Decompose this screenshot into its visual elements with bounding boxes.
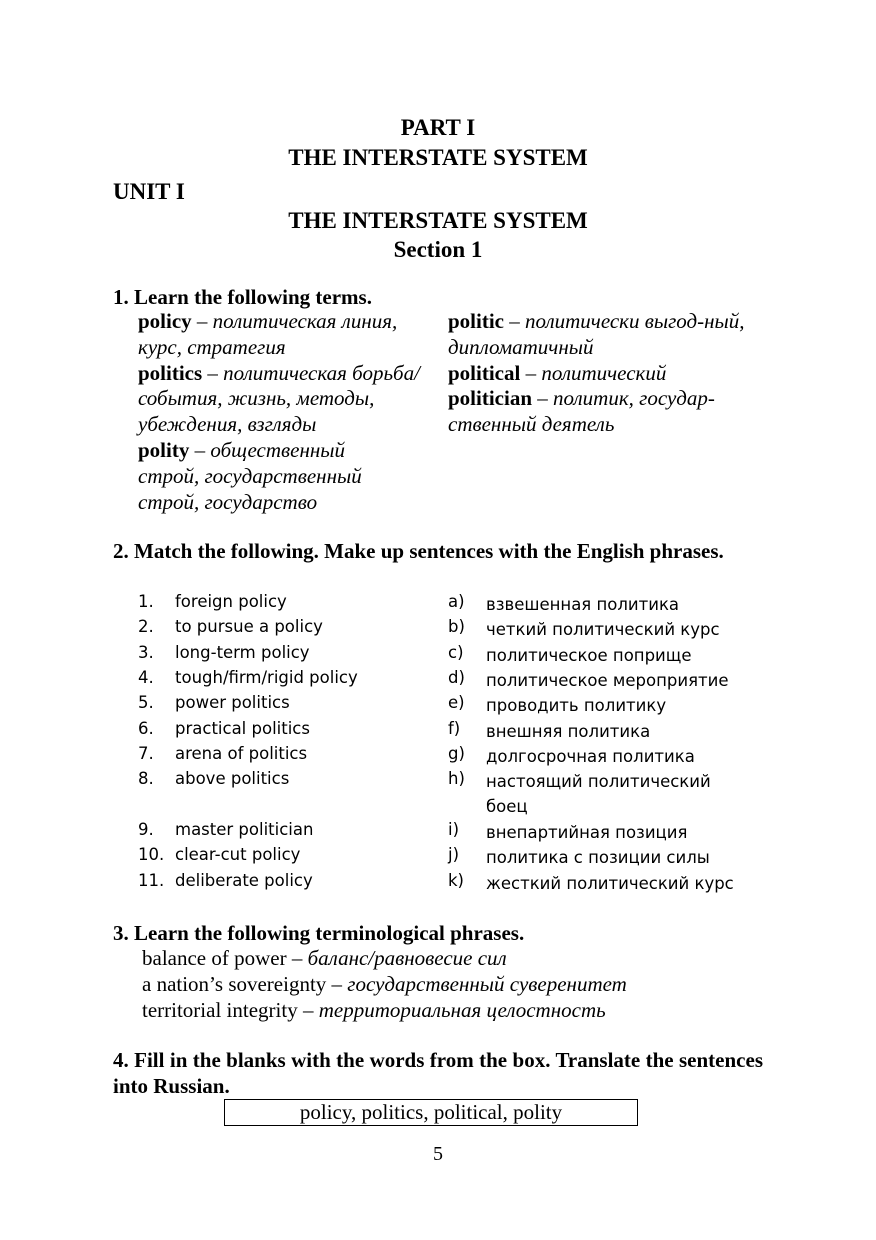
match-english: deliberate policy <box>175 871 313 890</box>
match-russian: четкий политический курс <box>486 620 720 639</box>
match-letter: e) <box>448 693 465 712</box>
term-entry <box>138 438 393 515</box>
match-number: 4. <box>138 668 154 687</box>
match-number: 8. <box>138 769 154 788</box>
phrase-entry <box>142 945 627 971</box>
match-russian: жесткий политический курс <box>486 874 734 893</box>
term-definition: – политик, государ-ственный деятель <box>448 386 715 437</box>
match-russian: взвешенная политика <box>486 595 680 614</box>
part-label: PART I <box>400 115 476 140</box>
match-number: 1. <box>138 592 154 611</box>
match-number: 6. <box>138 719 154 738</box>
term-word: political <box>448 360 521 385</box>
match-english: practical politics <box>175 719 310 738</box>
match-english: power politics <box>175 693 290 712</box>
term-entry <box>448 386 748 438</box>
terms-right-column <box>448 309 748 438</box>
match-russian: долгосрочная политика <box>486 747 695 766</box>
phrase-english: balance of power <box>142 946 287 970</box>
match-number: 10. <box>138 845 165 864</box>
match-russian: внешняя политика <box>486 722 651 741</box>
match-number: 11. <box>138 871 165 890</box>
term-definition: – политическая борьба/события, жизнь, методы, убеждения, взгляды <box>138 360 420 437</box>
match-number: 9. <box>138 820 154 839</box>
term-word: polity <box>138 437 190 462</box>
task4-heading: 4. Fill in the blanks with the words from the box. Translate the sentences into Russian. <box>113 1048 763 1098</box>
term-word: politics <box>138 360 203 385</box>
part-title: THE INTERSTATE SYSTEM <box>288 145 588 170</box>
match-russian: политическое поприще <box>486 646 692 665</box>
term-entry <box>138 309 428 361</box>
phrase-english: territorial integrity <box>142 998 298 1022</box>
term-entry <box>448 309 748 361</box>
match-letter: a) <box>448 592 465 611</box>
match-russian: политическое мероприятие <box>486 671 729 690</box>
match-english: arena of politics <box>175 744 308 763</box>
match-letter: f) <box>448 719 461 738</box>
task1-heading: 1. Learn the following terms. <box>113 285 372 309</box>
match-russian: внепартийная позиция <box>486 823 688 842</box>
term-definition: – политический <box>520 360 667 385</box>
term-word: policy <box>138 309 192 333</box>
term-word: politic <box>448 309 504 333</box>
match-english: master politician <box>175 820 314 839</box>
phrase-russian: – государственный суверенитет <box>326 972 627 996</box>
page-number: 5 <box>433 1143 443 1165</box>
match-number: 5. <box>138 693 154 712</box>
match-russian: настоящий политический боец <box>486 772 711 816</box>
match-letter: h) <box>448 769 465 788</box>
phrase-english: a nation’s sovereignty <box>142 972 327 996</box>
match-english: above politics <box>175 769 290 788</box>
section-label: Section 1 <box>393 237 483 262</box>
match-english: tough/firm/rigid policy <box>175 668 358 687</box>
terms-left-column <box>138 309 428 515</box>
term-definition: – общественный строй, государственный строй, государство <box>138 437 362 514</box>
match-english: long-term policy <box>175 643 310 662</box>
match-letter: k) <box>448 871 464 890</box>
unit-title: THE INTERSTATE SYSTEM <box>288 208 588 233</box>
match-english: to pursue a policy <box>175 617 323 636</box>
phrase-russian: – территориальная целостность <box>297 998 606 1022</box>
phrase-entry <box>142 997 627 1023</box>
match-letter: i) <box>448 820 460 839</box>
task2-heading: 2. Match the following. Make up sentences with the English phrases. <box>113 539 724 563</box>
unit-label: UNIT I <box>113 179 185 204</box>
match-russian: проводить политику <box>486 696 667 715</box>
phrase-list <box>142 945 627 1023</box>
match-letter: b) <box>448 617 465 636</box>
phrase-entry <box>142 971 627 997</box>
match-number: 2. <box>138 617 154 636</box>
match-russian: политика с позиции силы <box>486 848 710 867</box>
match-english: clear-cut policy <box>175 845 301 864</box>
phrase-russian: – баланс/равновесие сил <box>286 946 507 970</box>
term-word: politician <box>448 386 533 411</box>
match-number: 3. <box>138 643 154 662</box>
match-letter: d) <box>448 668 465 687</box>
match-letter: g) <box>448 744 465 763</box>
term-entry <box>448 361 748 387</box>
term-definition: – политическая линия, курс, стратегия <box>138 309 398 359</box>
match-english: foreign policy <box>175 592 287 611</box>
word-box: policy, politics, political, polity <box>224 1099 638 1126</box>
match-number: 7. <box>138 744 154 763</box>
match-letter: c) <box>448 643 464 662</box>
term-definition: – политически выгод-ный, дипломатичный <box>448 309 745 359</box>
task3-heading: 3. Learn the following terminological phrases. <box>113 921 525 945</box>
term-entry <box>138 361 428 438</box>
match-letter: j) <box>448 845 460 864</box>
